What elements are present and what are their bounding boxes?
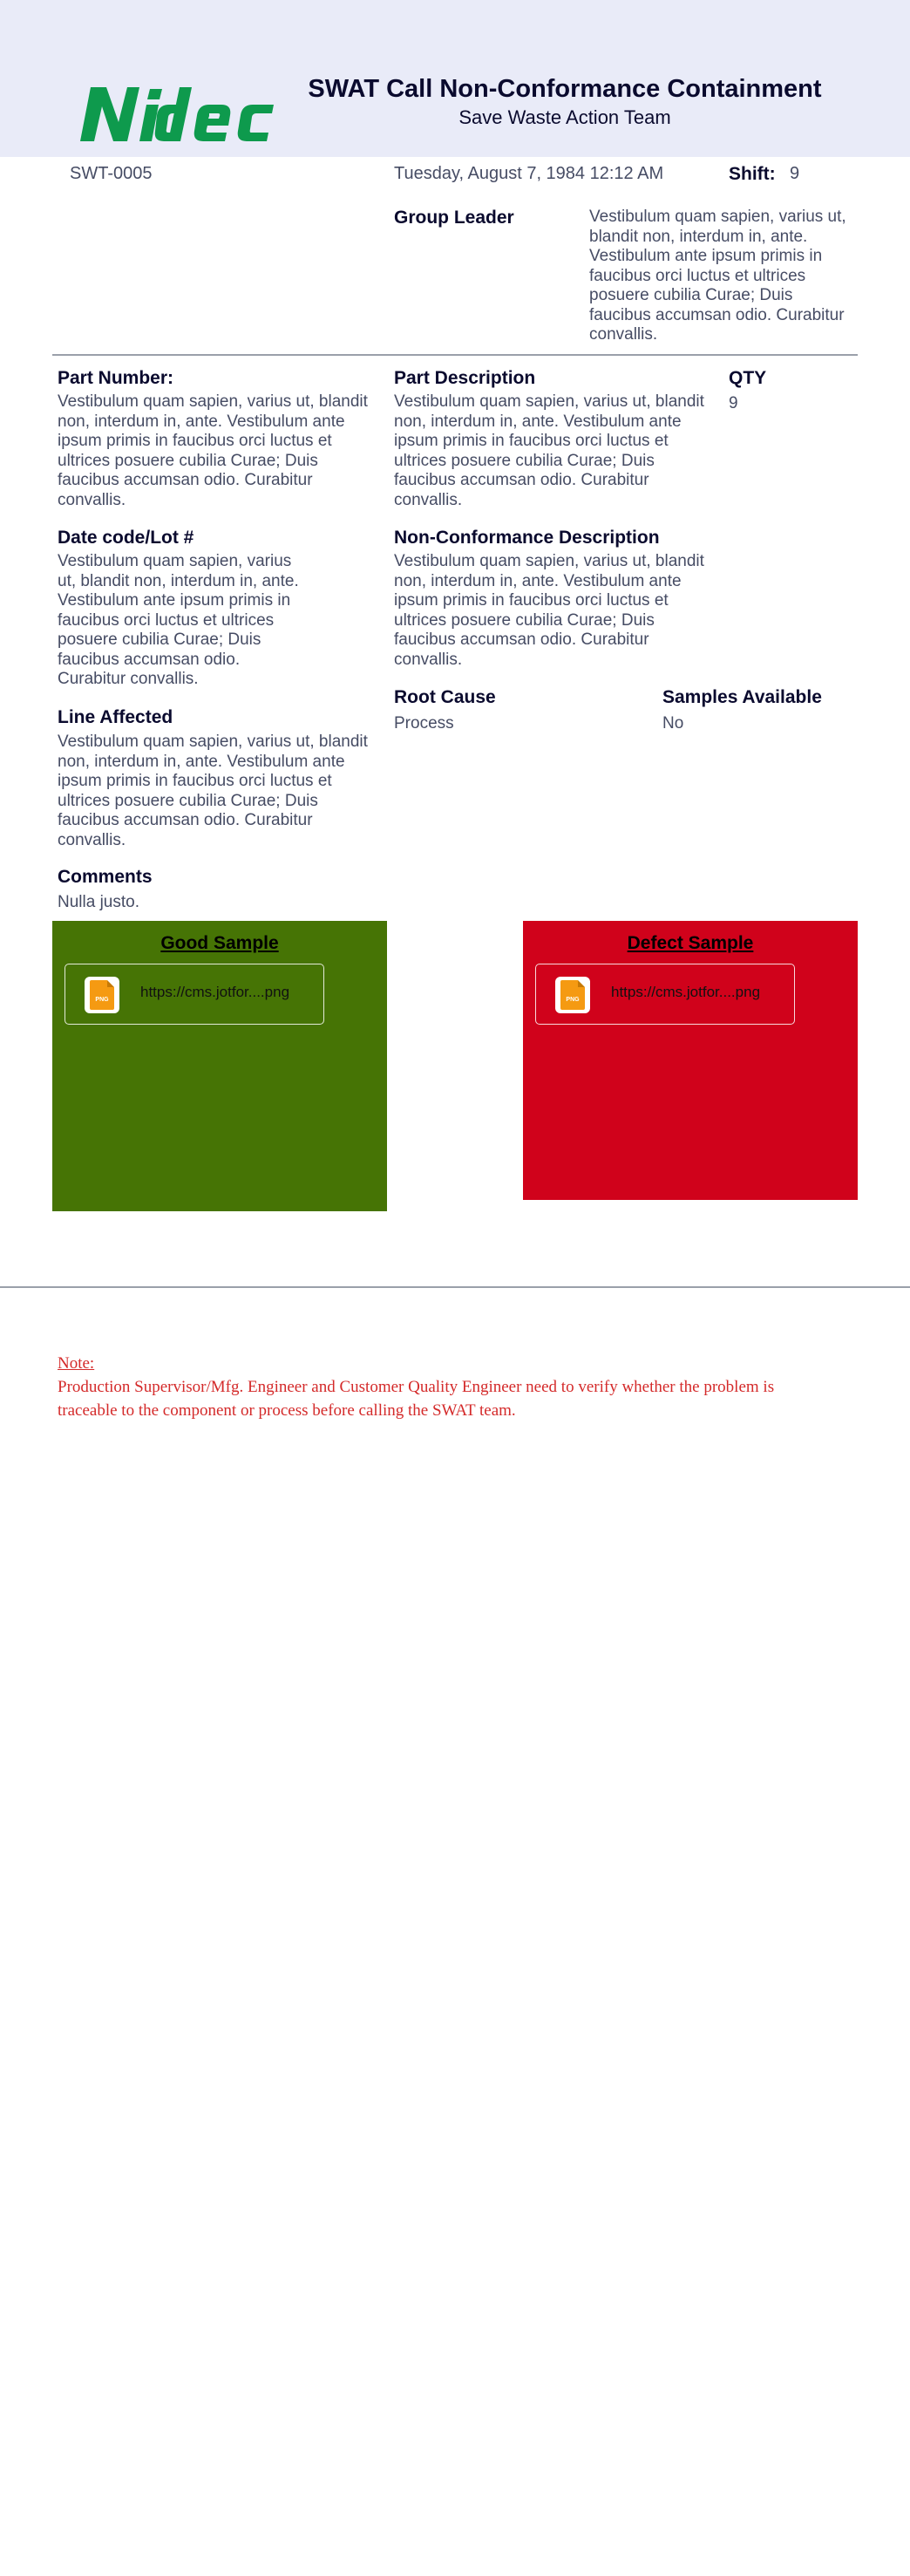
text-line: Vestibulum quam sapien, varius ut, blandit — [58, 392, 368, 411]
line-affected-label: Line Affected — [58, 707, 173, 727]
date-code-label: Date code/Lot # — [58, 528, 194, 548]
qty-label: QTY — [729, 368, 767, 388]
root-cause-value: Process — [394, 714, 454, 733]
shift-value: 9 — [790, 164, 800, 183]
text-line: convallis. — [58, 830, 126, 849]
footer-divider — [0, 1286, 910, 1288]
part-description-label: Part Description — [394, 368, 536, 388]
text-line: ipsum primis in faucibus orci luctus et — [394, 591, 669, 610]
png-file-icon: PNG — [555, 977, 590, 1013]
text-line: ut, blandit non, interdum in, ante. — [58, 571, 299, 590]
text-line: traceable to the component or process before calling the SWAT team. — [58, 1401, 516, 1420]
text-line: convallis. — [589, 325, 658, 344]
text-line: ipsum primis in faucibus orci luctus et — [394, 432, 669, 450]
text-line: Vestibulum ante ipsum primis in — [58, 591, 291, 610]
text-line: Curabitur convallis. — [58, 670, 199, 688]
defect-sample-file-link[interactable]: https://cms.jotfor....png — [611, 984, 761, 1000]
text-line: Production Supervisor/Mfg. Engineer and Customer Quality Engineer need to verify whether the problem is — [58, 1378, 775, 1396]
text-line: convallis. — [58, 490, 126, 509]
text-line: Vestibulum quam sapien, varius ut, blandit — [58, 733, 368, 751]
nonconformance-label: Non-Conformance Description — [394, 528, 660, 548]
note-text — [58, 1375, 774, 1422]
qty-value: 9 — [729, 394, 738, 412]
text-line: ultrices posuere cubilia Curae; Duis — [394, 451, 655, 470]
line-affected-value — [58, 733, 368, 850]
text-line: faucibus accumsan odio. Curabitur — [58, 811, 313, 829]
part-number-label: Part Number: — [58, 368, 174, 388]
text-line: non, interdum in, ante. Vestibulum ante — [394, 412, 682, 431]
nonconformance-value — [394, 552, 704, 670]
text-line: Vestibulum quam sapien, varius ut, — [589, 208, 846, 226]
samples-available-value: No — [662, 714, 684, 733]
document-subtitle: Save Waste Action Team — [458, 106, 671, 128]
logo-wordmark — [80, 87, 303, 145]
date-code-value — [58, 552, 299, 690]
png-file-icon: PNG — [85, 977, 119, 1013]
text-line: ultrices posuere cubilia Curae; Duis — [58, 451, 318, 470]
samples-available-label: Samples Available — [662, 687, 822, 707]
note-title: Note: — [58, 1354, 95, 1373]
text-line: posuere cubilia Curae; Duis — [58, 630, 261, 649]
part-number-value — [58, 392, 368, 510]
comments-value: Nulla justo. — [58, 893, 139, 911]
text-line: faucibus accumsan odio. — [58, 650, 241, 669]
part-description-value — [394, 392, 704, 510]
text-line: Vestibulum ante ipsum primis in — [589, 247, 823, 265]
text-line: faucibus accumsan odio. Curabitur — [58, 471, 313, 489]
root-cause-label: Root Cause — [394, 687, 496, 707]
text-line: ipsum primis in faucibus orci luctus et — [58, 772, 332, 790]
text-line: Vestibulum quam sapien, varius — [58, 552, 292, 570]
text-line: ultrices posuere cubilia Curae; Duis — [58, 791, 318, 810]
text-line: faucibus orci luctus et ultrices — [58, 610, 275, 630]
text-line: convallis. — [394, 650, 463, 669]
text-line: faucibus orci luctus et ultrices — [589, 266, 806, 285]
text-line: posuere cubilia Curae; Duis — [589, 286, 793, 304]
group-leader-value — [589, 208, 846, 345]
record-id: SWT-0005 — [70, 164, 153, 183]
text-line: non, interdum in, ante. Vestibulum ante — [394, 571, 682, 590]
text-line: Vestibulum quam sapien, varius ut, blandit — [394, 392, 704, 411]
group-leader-label: Group Leader — [394, 208, 514, 228]
shift-label: Shift: — [729, 164, 776, 184]
text-line: Vestibulum quam sapien, varius ut, blandit — [394, 552, 704, 570]
document-title: SWAT Call Non-Conformance Containment — [308, 75, 822, 103]
text-line: faucibus accumsan odio. Curabitur — [394, 630, 649, 649]
nidec-logo — [78, 84, 305, 145]
text-line: non, interdum in, ante. Vestibulum ante — [58, 752, 345, 771]
good-sample-file-link[interactable]: https://cms.jotfor....png — [140, 984, 290, 1000]
text-line: faucibus accumsan odio. Curabitur — [394, 471, 649, 489]
text-line: convallis. — [394, 490, 463, 509]
text-line: ipsum primis in faucibus orci luctus et — [58, 432, 332, 450]
text-line: non, interdum in, ante. Vestibulum ante — [58, 412, 345, 431]
text-line: blandit non, interdum in, ante. — [589, 227, 808, 246]
text-line: ultrices posuere cubilia Curae; Duis — [394, 610, 655, 630]
defect-sample-panel — [523, 921, 858, 1200]
defect-sample-attachment[interactable] — [535, 964, 795, 1025]
defect-sample-title: Defect Sample — [627, 933, 754, 953]
text-line: faucibus accumsan odio. Curabitur — [589, 305, 845, 324]
record-datetime: Tuesday, August 7, 1984 12:12 AM — [394, 164, 664, 183]
good-sample-panel — [52, 921, 387, 1211]
comments-label: Comments — [58, 867, 153, 887]
good-sample-attachment[interactable] — [65, 964, 324, 1025]
section-divider — [52, 354, 858, 356]
good-sample-title: Good Sample — [160, 933, 279, 953]
